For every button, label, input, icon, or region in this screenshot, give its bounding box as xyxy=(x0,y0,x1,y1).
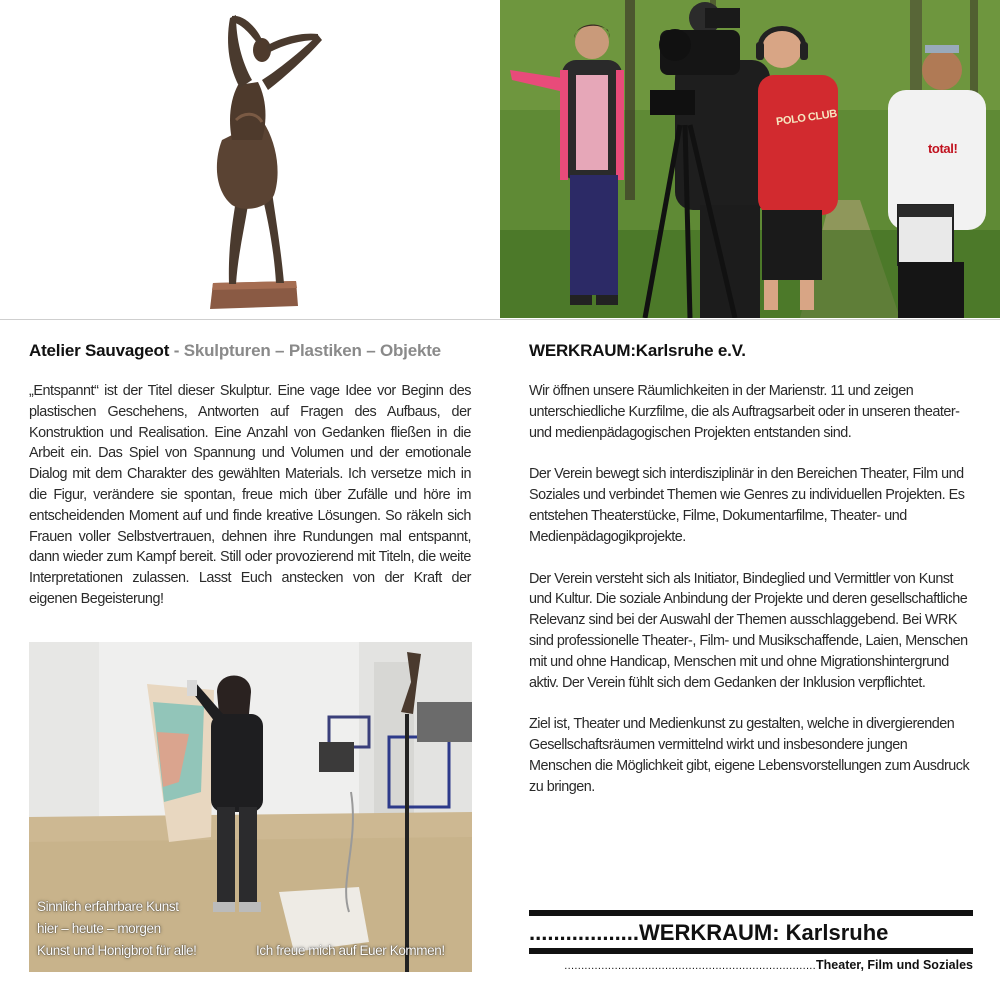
sculpture-illustration xyxy=(0,0,500,318)
atelier-heading xyxy=(29,341,471,361)
werkraum-heading: WERKRAUM:Karlsruhe e.V. xyxy=(529,341,746,360)
logo-sub-dots: ........................................................................... xyxy=(564,960,817,972)
atelier-name: Atelier Sauvageot xyxy=(29,341,170,360)
werkraum-paragraph-2: Der Verein bewegt sich interdisziplinär in den Bereichen Theater, Film und Soziales und verbindet Themen wie Genres zu individuellen Projekten. Es entstehen Theaterstücke, Filme, Dokumentarfilme, Theater- und Medienpädagogikprojekte. xyxy=(529,466,965,545)
werkraum-section xyxy=(529,341,971,819)
studio-caption-right: Ich freue mich auf Euer Kommen! xyxy=(256,943,445,958)
werkraum-logo xyxy=(529,910,973,975)
logo-dots: .................. xyxy=(529,920,640,945)
werkraum-paragraph-3: Der Verein versteht sich als Initiator, Bindeglied und Vermittler von Kunst und Kultur. Die soziale Anbindung der Projekte und deren gesellschaftliche Relevanz sind bei der Auswahl der Themen ausschlaggebend. Bei WRK sind professionelle Theater-, Film- und Musikschaffende, Laien, Menschen mit und ohne Handicap, Menschen mit und ohne Migrationshintergrund aktiv. Der Verein fühlt sich dem Gedanken der Inklusion verpflichtet. xyxy=(529,570,968,691)
studio-caption-line-1: Sinnlich erfahrbare Kunst xyxy=(37,899,179,914)
werkraum-paragraph-4: Ziel ist, Theater und Medienkunst zu gestalten, welche in divergierenden Gesellschaftsräumen vermittelnd wirkt und insbesondere jungen Menschen die Möglichkeit gibt, eigene Lebensvorstellungen zum Ausdruck zu bringen. xyxy=(529,716,970,795)
atelier-paragraph: „Entspannt“ ist der Titel dieser Skulptur. Eine vage Idee vor Beginn des plastischen Geschehens, Antworten auf Fragen des Aufbaus, der Konstruktion und Realisation. Eine Anzahl von Gedanken fließen in die Arbeit ein. Das Spiel von Spannung und Volumen und der emotionale Dialog mit dem Charakter des gewählten Materials. Ich versetze mich in die Figur, verändere sie spontan, freue mich über Zufälle und höre im entscheidenden Moment auf und finde kreative Lösungen. So räkeln sich Frauen voller Selbstvertrauen, dehnen ihre Rundungen mal entspannt, dann wieder zum Kampf bereit. Still oder provozierend mit Titeln, die weite Interpretationen zulassen. Lasst Euch anstecken von der Kraft der eigenen Begeisterung! xyxy=(29,383,471,607)
film-shoot-illustration xyxy=(500,0,1000,318)
horizontal-divider xyxy=(0,319,1000,320)
logo-main-line xyxy=(529,920,973,946)
studio-caption-line-2: hier – heute – morgen xyxy=(37,921,161,936)
logo-title: WERKRAUM: Karlsruhe xyxy=(639,920,889,945)
shirt-text-polo: POLO CLUB xyxy=(775,107,838,129)
atelier-section xyxy=(29,341,471,610)
heading-separator: - xyxy=(169,341,184,360)
werkraum-paragraph-1: Wir öffnen unsere Räumlichkeiten in der Marienstr. 11 und zeigen unterschiedliche Kurzfilme, die als Auftragsarbeit oder in unseren theater- und medienpädagogischen Projekten entstanden sind. xyxy=(529,383,960,441)
logo-subtitle: Theater, Film und Soziales xyxy=(816,958,973,972)
shirt-text-total: total! xyxy=(928,141,958,156)
studio-photo xyxy=(29,642,472,972)
atelier-topics: Skulpturen – Plastiken – Objekte xyxy=(183,341,441,360)
film-shoot-photo xyxy=(500,0,1000,318)
logo-top-bar xyxy=(529,910,973,916)
logo-sub-line xyxy=(529,957,973,973)
studio-caption-line-3: Kunst und Honigbrot für alle! xyxy=(37,943,197,958)
sculpture-photo xyxy=(0,0,500,318)
logo-bottom-bar xyxy=(529,948,973,954)
